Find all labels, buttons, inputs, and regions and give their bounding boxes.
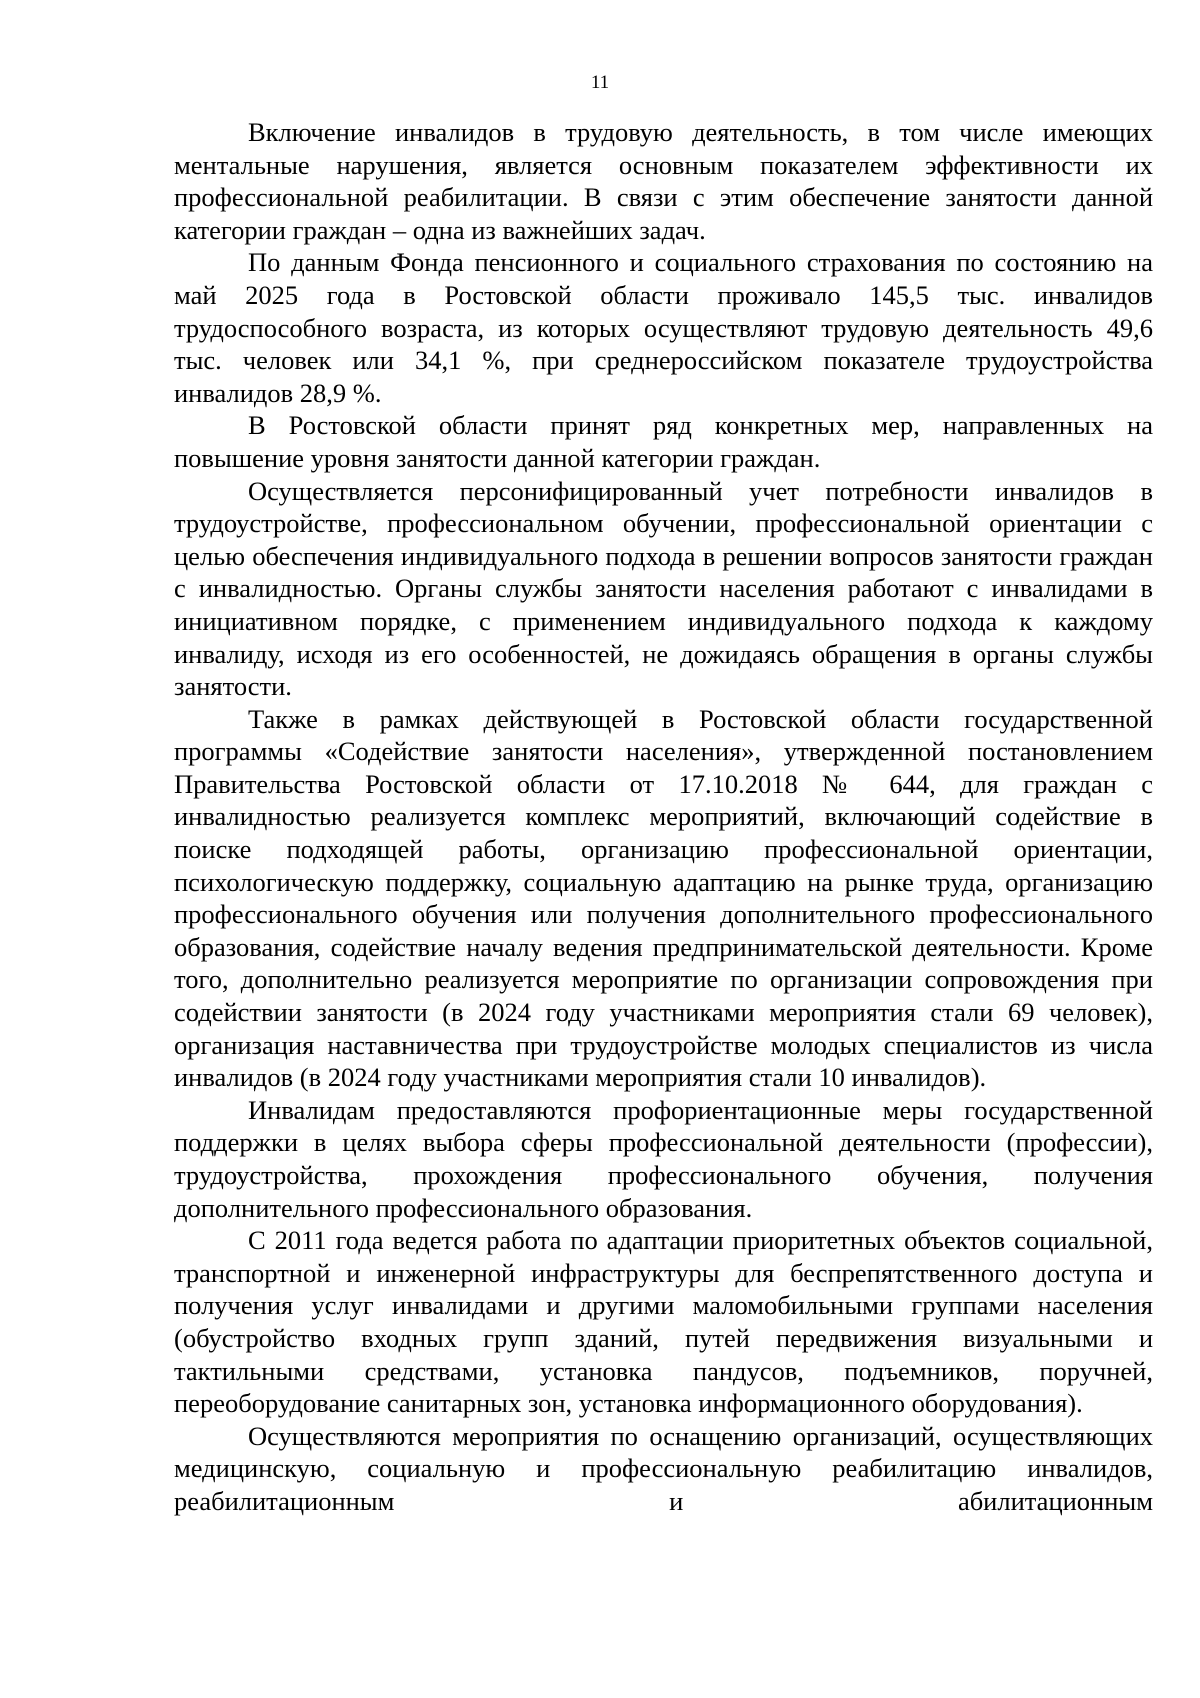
paragraph-infrastructure: С 2011 года ведется работа по адаптации приоритетных объектов социальной, транспортной и инженерной инфраструктуры для беспрепятственного доступа и получения услуг инвалидами и другими маломобильными группами населения (обустройство входных групп зданий, путей передвижения визуальными и тактильными средствами, установка пандусов, подъемников, поручней, переоборудование санитарных зон, установка информационного оборудования). <box>174 1225 1153 1419</box>
paragraph-personalized-accounting: Осуществляется персонифицированный учет потребности инвалидов в трудоустройстве, профессиональном обучении, профессиональной ориентации с целью обеспечения индивидуального подхода в решении вопросов занятости граждан с инвалидностью. Органы службы занятости населения работают с инвалидами в инициативном порядке, с применением индивидуального подхода к каждому инвалиду, исходя из его особенностей, не дожидаясь обращения в органы службы занятости. <box>174 475 1153 702</box>
document-body <box>174 116 1153 1518</box>
paragraph-career-guidance: Инвалидам предоставляются профориентационные меры государственной поддержки в целях выбора сферы профессиональной деятельности (профессии), трудоустройства, прохождения профессионального обучения, получения дополнительного профессионального образования. <box>174 1094 1153 1223</box>
paragraph-state-program: Также в рамках действующей в Ростовской области государственной программы «Содействие занятости населения», утвержденной постановлением Правительства Ростовской области от 17.10.2018 № 644, для граждан с инвалидностью реализуется комплекс мероприятий, включающий содействие в поиске подходящей работы, организацию профессиональной ориентации, психологическую поддержку, социальную адаптацию на рынке труда, организацию профессионального обучения или получения дополнительного профессионального образования, содействие началу ведения предпринимательской деятельности. Кроме того, дополнительно реализуется мероприятие по организации сопровождения при содействии занятости (в 2024 году участниками мероприятия стали 69 человек), организация наставничества при трудоустройстве молодых специалистов из числа инвалидов (в 2024 году участниками мероприятия стали 10 инвалидов). <box>174 703 1153 1093</box>
paragraph-rehabilitation-equipment: Осуществляются мероприятия по оснащению организаций, осуществляющих медицинскую, социальную и профессиональную реабилитацию инвалидов, реабилитационным и абилитационным <box>174 1420 1153 1516</box>
paragraph-statistics: По данным Фонда пенсионного и социального страхования по состоянию на май 2025 года в Ростовской области проживало 145,5 тыс. инвалидов трудоспособного возраста, из которых осуществляют трудовую деятельность 49,6 тыс. человек или 34,1 %, при среднероссийском показателе трудоустройства инвалидов 28,9 %. <box>174 247 1153 408</box>
page-number: 11 <box>590 72 610 93</box>
paragraph-employment-importance: Включение инвалидов в трудовую деятельность, в том числе имеющих ментальные нарушения, является основным показателем эффективности их профессиональной реабилитации. В связи с этим обеспечение занятости данной категории граждан – одна из важнейших задач. <box>174 117 1153 245</box>
paragraph-measures-intro: В Ростовской области принят ряд конкретных мер, направленных на повышение уровня занятости данной категории граждан. <box>174 410 1153 473</box>
